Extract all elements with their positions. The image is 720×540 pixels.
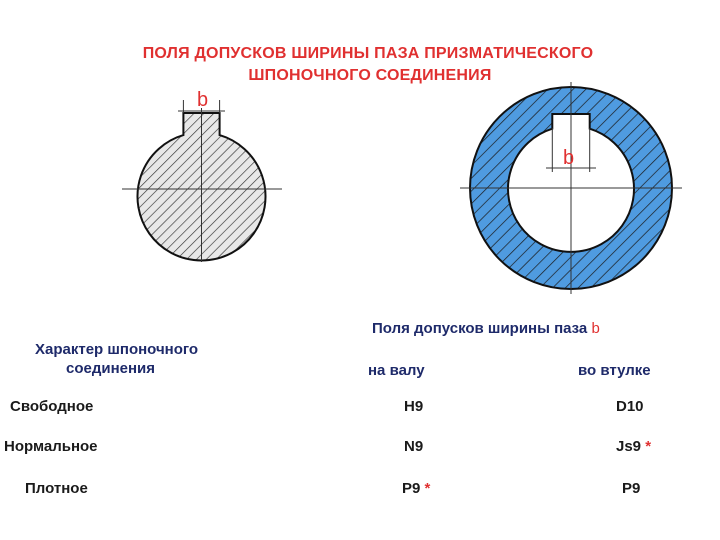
- hub-tolerance-value: D10: [616, 398, 644, 415]
- row-name: Нормальное: [4, 438, 98, 455]
- hub-tolerance: [616, 398, 644, 415]
- group-header-text: Поля допусков ширины паза: [372, 320, 588, 337]
- group-header-b: b: [591, 320, 600, 337]
- shaft-dimension-label: b: [197, 89, 209, 111]
- hub-tolerance: [616, 438, 651, 455]
- hub-tolerance-value: Js9: [616, 438, 642, 455]
- title-line-2: ШПОНОЧНОГО СОЕДИНЕНИЯ: [248, 67, 492, 84]
- col3-header: во втулке: [578, 362, 651, 379]
- hub-tolerance: [622, 480, 640, 497]
- shaft-tolerance-value: N9: [404, 438, 424, 455]
- shaft-tolerance: [404, 438, 423, 455]
- hub-section: [460, 82, 682, 294]
- row-name: Плотное: [25, 480, 88, 497]
- group-header: [372, 320, 600, 337]
- col1-header-line2: соединения: [66, 360, 156, 377]
- col1-header-line1: Характер шпоночного: [35, 341, 199, 358]
- shaft-section: [122, 89, 282, 262]
- preferred-marker: *: [424, 480, 431, 497]
- shaft-tolerance: [404, 398, 423, 415]
- shaft-tolerance-value: H9: [404, 398, 424, 415]
- shaft-tolerance-value: P9: [402, 480, 421, 497]
- preferred-marker: *: [645, 438, 652, 455]
- hub-tolerance-value: P9: [622, 480, 641, 497]
- hub-dimension-label: b: [563, 147, 575, 169]
- col2-header: на валу: [368, 362, 425, 379]
- shaft-tolerance: [402, 480, 430, 497]
- title-line-1: ПОЛЯ ДОПУСКОВ ШИРИНЫ ПАЗА ПРИЗМАТИЧЕСКОГО: [142, 45, 594, 62]
- row-name: Свободное: [10, 398, 94, 415]
